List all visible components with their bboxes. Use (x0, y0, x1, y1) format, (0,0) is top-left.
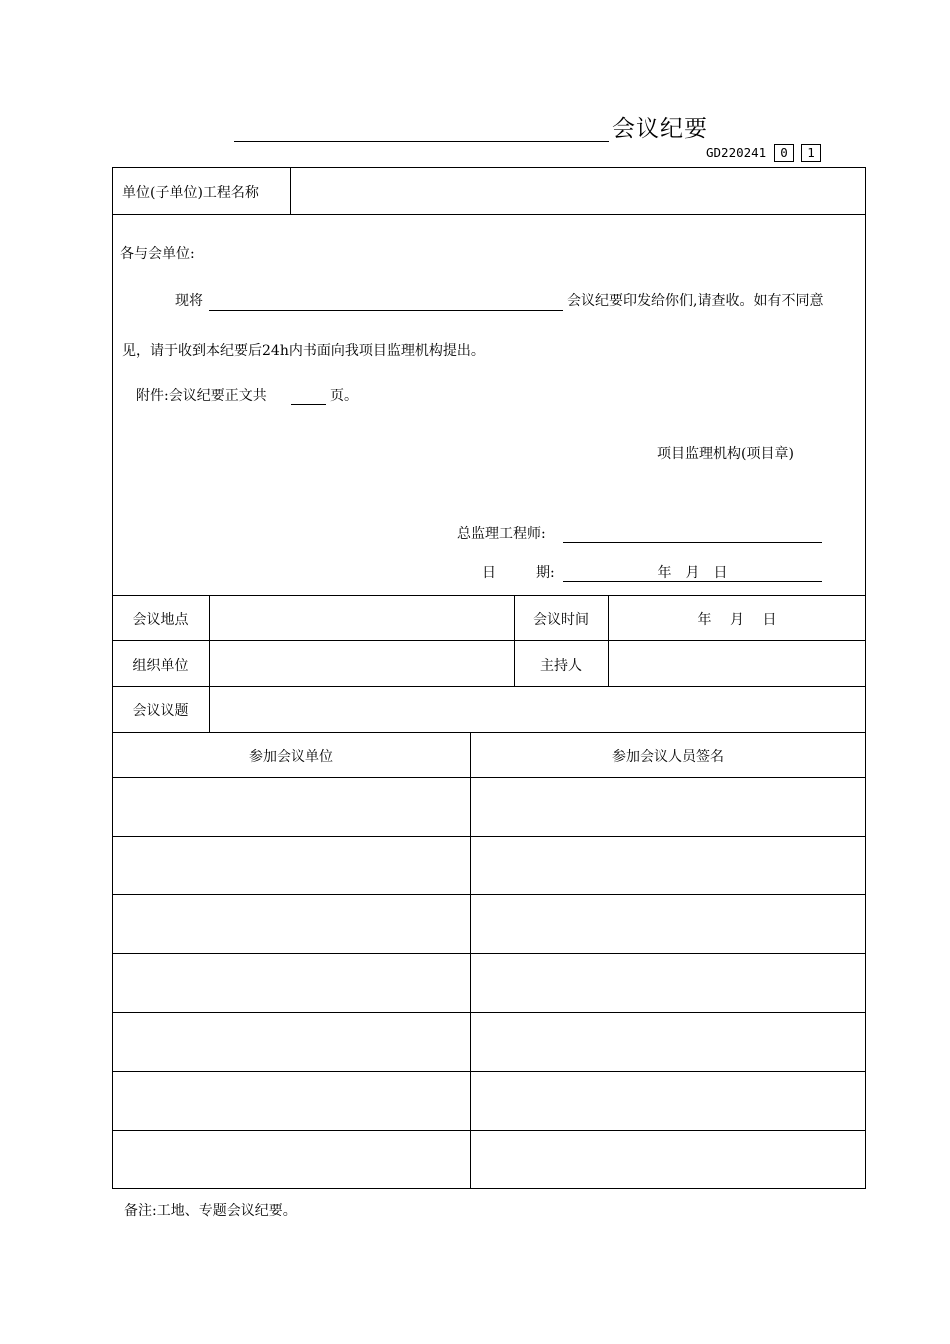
location-label: 会议地点 (132, 612, 189, 628)
form-code-box-1: 0 (774, 144, 794, 162)
topic-label: 会议议题 (132, 703, 189, 719)
date-label-char-2: 期: (536, 565, 555, 581)
topic-field[interactable] (211, 688, 865, 731)
attendee-signature-cell[interactable] (472, 779, 865, 835)
divider (470, 732, 471, 1189)
organizer-label: 组织单位 (132, 658, 189, 674)
page-count-blank[interactable] (291, 404, 326, 405)
attendee-signature-cell[interactable] (472, 1132, 865, 1188)
host-label: 主持人 (540, 658, 582, 674)
table-row-divider (112, 1071, 866, 1072)
attachment-prefix: 附件:会议纪要正文共 (136, 388, 267, 404)
page-title: 会议纪要 (612, 116, 708, 142)
attendee-unit-cell[interactable] (114, 955, 469, 1011)
host-field[interactable] (610, 642, 865, 685)
date-value: 年 月 日 (657, 565, 728, 581)
organizer-field[interactable] (211, 642, 513, 685)
attendee-unit-cell[interactable] (114, 838, 469, 893)
notice-line1-prefix: 现将 (175, 293, 203, 309)
table-row-divider (112, 953, 866, 954)
attendee-unit-cell[interactable] (114, 1132, 469, 1188)
divider (112, 777, 866, 778)
notice-line1-suffix: 会议纪要印发给你们,请查收。如有不同意 (567, 293, 824, 309)
divider (209, 595, 210, 732)
greeting: 各与会单位: (120, 246, 195, 262)
divider (112, 640, 866, 641)
table-row-divider (112, 894, 866, 895)
project-name-field[interactable] (292, 168, 864, 214)
attendee-signature-cell[interactable] (472, 1014, 865, 1070)
attendee-signature-cell[interactable] (472, 838, 865, 893)
attendee-unit-cell[interactable] (114, 896, 469, 952)
divider (112, 732, 866, 733)
attendee-unit-cell[interactable] (114, 779, 469, 835)
table-row-divider (112, 836, 866, 837)
form-code-box-2: 1 (801, 144, 821, 162)
table-row-divider (112, 1130, 866, 1131)
attendee-unit-cell[interactable] (114, 1014, 469, 1070)
chief-engineer-signature-line[interactable] (563, 542, 822, 543)
project-name-label: 单位(子单位)工程名称 (122, 185, 259, 201)
time-value[interactable]: 年 月 日 (697, 612, 777, 628)
date-line[interactable] (563, 581, 822, 582)
meeting-name-blank[interactable] (209, 310, 563, 311)
attendee-signatures-header: 参加会议人员签名 (612, 749, 724, 765)
title-blank-line[interactable] (234, 141, 609, 142)
org-stamp-label: 项目监理机构(项目章) (657, 446, 794, 462)
attendee-signature-cell[interactable] (472, 1073, 865, 1129)
date-label-char-1: 日 (482, 565, 496, 581)
attendee-unit-cell[interactable] (114, 1073, 469, 1129)
attendee-signature-cell[interactable] (472, 896, 865, 952)
divider (112, 595, 866, 596)
attachment-suffix: 页。 (330, 388, 358, 404)
time-label: 会议时间 (533, 612, 589, 628)
divider (290, 167, 291, 215)
notice-line2: 见，请于收到本纪要后24h内书面向我项目监理机构提出。 (122, 343, 485, 359)
attendee-signature-cell[interactable] (472, 955, 865, 1011)
form-code: GD220241 (706, 145, 767, 160)
attendee-units-header: 参加会议单位 (249, 749, 333, 765)
chief-engineer-label: 总监理工程师: (457, 526, 546, 542)
table-row-divider (112, 1012, 866, 1013)
footer-remark: 备注:工地、专题会议纪要。 (124, 1203, 297, 1219)
location-field[interactable] (211, 597, 513, 639)
divider (112, 214, 866, 215)
divider (112, 686, 866, 687)
